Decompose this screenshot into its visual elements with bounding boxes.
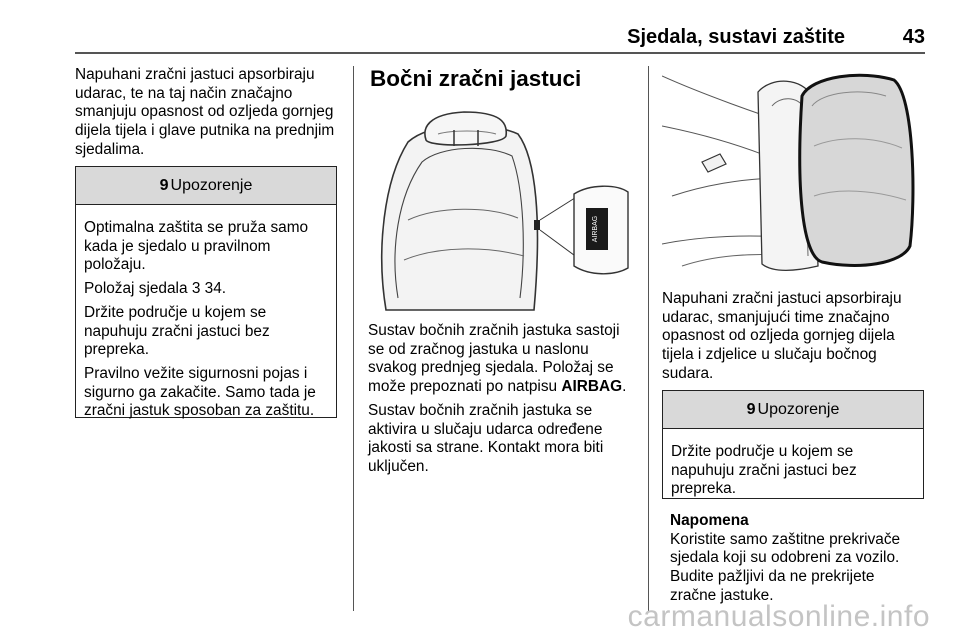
left-intro-text: Napuhani zračni jastuci apsorbiraju udarac, te na taj način značajno smanjuju opasnost od ozljeda gornjeg dijela tijela i glave putnika na prednjim sjedalima. [75,66,335,158]
seat-airbag-label-illustration [368,100,632,312]
page-ref-arrow-icon: 3 [191,280,201,298]
right-text-1: Napuhani zračni jastuci apsorbiraju udarac, smanjujući time značajno opasnost od ozljeda gornjeg dijela tijela i zdjelice u slučaju bočnog sudara. [662,290,902,382]
left-warning-box [75,166,337,418]
note-title: Napomena [670,512,749,529]
warning-header [663,391,923,429]
warning-icon: 9 [746,400,756,418]
section-title: Sjedala, sustavi zaštite [627,26,845,48]
note-block [670,512,924,606]
warning-text-1: Držite područje u kojem se napuhuju zračni jastuci bez prepreka. [671,443,857,498]
header-rule [75,52,925,54]
column-divider-right [648,66,649,611]
seat-position-page[interactable]: 34. [204,280,227,298]
middle-text-2: Sustav bočnih zračnih jastuka se aktivira u slučaju udarca određene jakosti sa strane. Kontakt mora biti uključen. [368,401,604,475]
column-divider-left [353,66,354,611]
warning-body [663,429,923,509]
right-text [662,290,924,384]
middle-text-1 [368,322,640,397]
watermark: carmanualsonline.info [627,600,930,633]
middle-text-1c: . [622,378,627,396]
seat-position-text: Položaj sjedala [84,280,188,298]
warning-body [76,205,336,431]
left-intro [75,66,345,160]
warning-title: Upozorenje [170,176,253,194]
warning-header [76,167,336,205]
warning-text-3: Držite područje u kojem se napuhuju zračni jastuci bez prepreka. [84,303,270,359]
note-text: Koristite samo zaštitne prekrivače sjedala koji su odobreni za vozilo. Budite pažljivi da ne prekrijete zračne jastuke. [670,530,901,604]
warning-text-2 [84,280,326,299]
right-warning-box [662,390,924,499]
page-number: 43 [902,26,925,48]
airbag-label-text: AIRBAG [592,215,599,243]
warning-icon: 9 [159,176,169,194]
warning-text-4: Pravilno vežite sigurnosni pojas i sigurno ga zakačite. Samo tada je zračni jastuk sposoban za zaštitu. [84,364,316,420]
middle-text [368,322,640,477]
side-airbag-deployed-illustration [662,66,924,278]
warning-text-1: Optimalna zaštita se pruža samo kada je sjedalo u pravilnom položaju. [84,219,309,274]
warning-title: Upozorenje [757,400,840,418]
middle-text-1a: Sustav bočnih zračnih jastuka sastoji se od zračnog jastuka u naslonu svakog prednjeg sjedala. Položaj se može prepoznati po natpisu [368,322,620,396]
airbag-label-ref: AIRBAG [561,378,623,396]
page-header [75,26,925,52]
section-heading: Bočni zračni jastuci [370,66,582,91]
